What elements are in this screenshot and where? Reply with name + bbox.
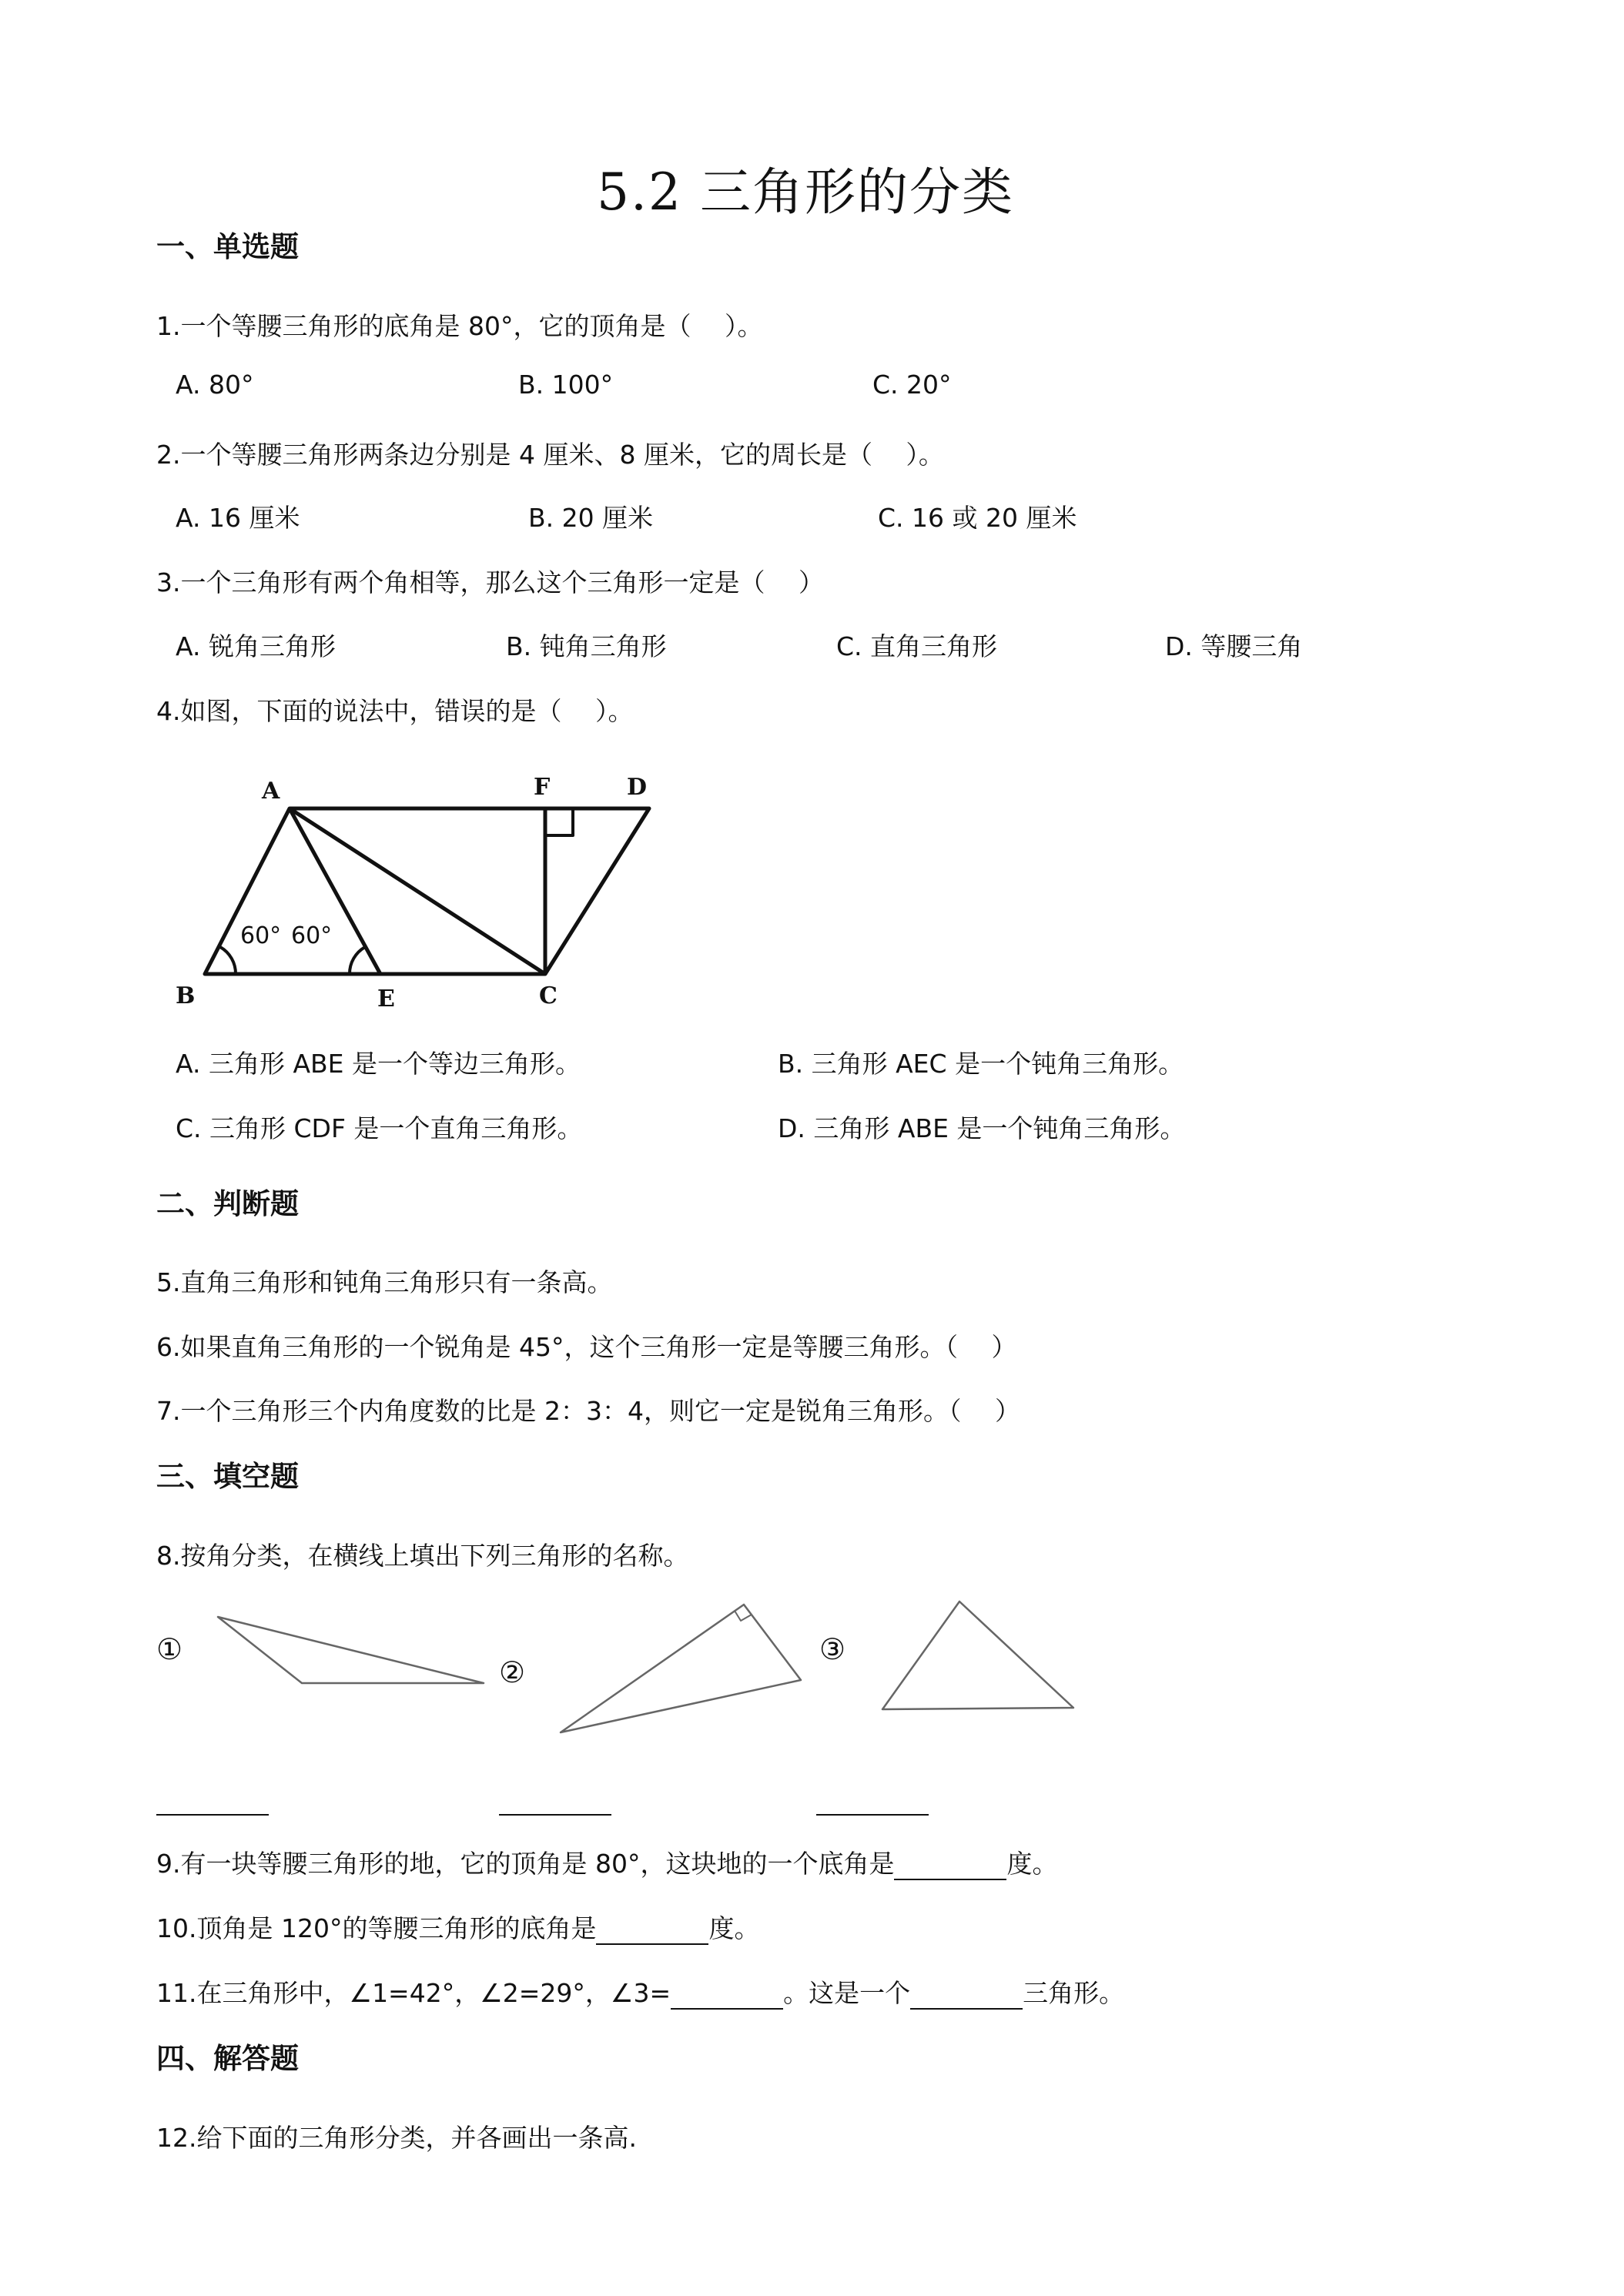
point-label-b: B [176,982,196,1009]
q1-option-b[interactable]: B. 100° [518,370,614,400]
triangle-3-acute [882,1602,1073,1709]
q8-triangles-figure [0,1586,1155,1755]
question-5: 5.直角三角形和钝角三角形只有一条高。 [156,1267,613,1297]
q3-option-d[interactable]: D. 等腰三角 [1165,631,1303,661]
question-8: 8.按角分类，在横线上填出下列三角形的名称。 [156,1541,689,1571]
point-label-c: C [539,982,558,1009]
q1-option-a[interactable]: A. 80° [176,370,254,400]
point-label-f: F [534,774,551,801]
q4-option-a[interactable]: A. 三角形 ABE 是一个等边三角形。 [176,1049,581,1079]
triangle-marker-2: ② [499,1655,526,1689]
q9-answer-blank[interactable] [894,1853,1006,1880]
question-11 [156,1973,1124,2010]
section-heading-fill-blank: 三、填空题 [156,1460,299,1493]
q11-text-pre: 11.在三角形中，∠1=42°，∠2=29°，∠3= [156,1978,671,2008]
question-1: 1.一个等腰三角形的底角是 80°，它的顶角是（ ）。 [156,311,763,341]
q2-option-b[interactable]: B. 20 厘米 [528,503,654,533]
point-label-e: E [377,986,395,1012]
q4-parallelogram-figure [154,755,693,1032]
q11-text-post: 三角形。 [1023,1978,1125,2008]
q8-answer-blank-1[interactable] [156,1814,269,1816]
question-4: 4.如图，下面的说法中，错误的是（ ）。 [156,696,634,726]
angle-label-e: 60° [291,922,333,949]
q3-option-a[interactable]: A. 锐角三角形 [176,631,336,661]
question-2: 2.一个等腰三角形两条边分别是 4 厘米、8 厘米，它的周长是（ ）。 [156,440,944,470]
q3-option-b[interactable]: B. 钝角三角形 [506,631,667,661]
triangle-marker-1: ① [156,1632,183,1666]
angle-label-b: 60° [240,922,282,949]
q10-text-post: 度。 [708,1913,760,1943]
q2-option-c[interactable]: C. 16 或 20 厘米 [878,503,1077,533]
question-12: 12.给下面的三角形分类，并各画出一条高. [156,2123,637,2153]
q11-text-mid: 。这是一个 [783,1978,911,2008]
q9-text-pre: 9.有一块等腰三角形的地，它的顶角是 80°，这块地的一个底角是 [156,1849,895,1879]
q4-option-c[interactable]: C. 三角形 CDF 是一个直角三角形。 [176,1113,583,1143]
q10-text-pre: 10.顶角是 120°的等腰三角形的底角是 [156,1913,597,1943]
section-heading-answer: 四、解答题 [156,2042,299,2075]
q8-answer-blank-3[interactable] [816,1814,929,1816]
question-6: 6.如果直角三角形的一个锐角是 45°，这个三角形一定是等腰三角形。（ ） [156,1332,1017,1362]
point-label-d: D [627,774,648,801]
q11-answer-blank-2[interactable] [910,1982,1023,2010]
section-heading-single-choice: 一、单选题 [156,230,299,263]
question-3: 3.一个三角形有两个角相等，那么这个三角形一定是（ ） [156,567,824,597]
q2-option-a[interactable]: A. 16 厘米 [176,503,300,533]
page-title: 5.2 三角形的分类 [597,162,1014,222]
q9-text-post: 度。 [1006,1849,1058,1879]
triangle-1-obtuse [218,1617,484,1683]
point-label-a: A [262,778,280,805]
question-9 [156,1844,1057,1880]
angle-arc-b [220,947,236,974]
q10-answer-blank[interactable] [596,1917,708,1945]
q3-option-c[interactable]: C. 直角三角形 [836,631,998,661]
q8-answer-blank-2[interactable] [499,1814,611,1816]
right-angle-mark [545,808,573,835]
angle-arc-e [350,947,365,974]
triangle-marker-3: ③ [819,1632,846,1666]
q1-option-c[interactable]: C. 20° [872,370,952,400]
q4-option-b[interactable]: B. 三角形 AEC 是一个钝角三角形。 [778,1049,1184,1079]
q11-answer-blank-1[interactable] [671,1982,783,2010]
q4-option-d[interactable]: D. 三角形 ABE 是一个钝角三角形。 [778,1113,1186,1143]
question-7: 7.一个三角形三个内角度数的比是 2：3：4，则它一定是锐角三角形。（ ） [156,1396,1020,1426]
triangle-2-right [561,1605,801,1732]
question-10 [156,1909,759,1945]
section-heading-true-false: 二、判断题 [156,1187,299,1220]
